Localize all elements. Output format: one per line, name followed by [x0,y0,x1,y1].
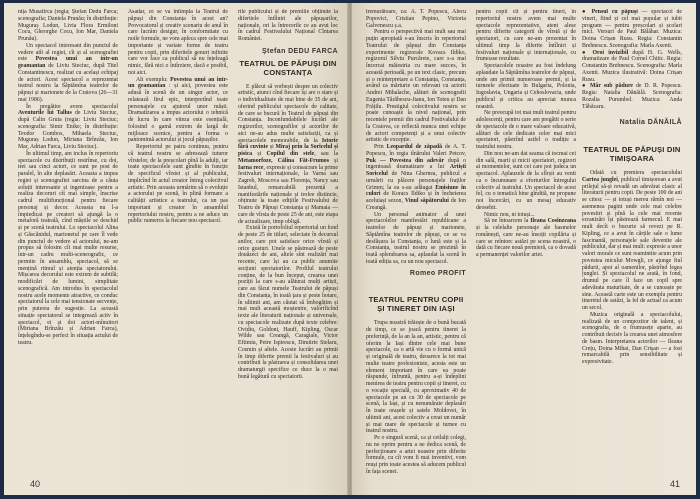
text: de A. T. Popescu, în regia tînărului Valeri Petcov, [366,144,466,157]
text: , publicul timișorean a avut prilejul să-și revadă un adevărat clasic al literaturii pentru copii. De peste 100 de ani se citesc — și totuși mereu rămîn noi — asemenea pagini unde cele mai celebre povestiri și pînă la cele mai recente ecranizări își păstrează farmecul. E mai mult decît o bucurie să revezi pe R. Kipling, ce a avut în cărțile sale o lume fascinantă, personajele sale devenite ale publicului, dar și mai mult: expresie a unor valori morale ce sunt reamintite acum prin povestea micului Mowgli, ce ajunge fiul pădurii, apoi al oamenilor, păstrînd legea junglei. Și spectacolul ne arată, în fond, drumul pe care îl face un copil spre adevărata maturitate, de a se cunoaște pe sine. Această carte este un exemplu pentru tineretul de astăzi, la fel de actual ca acum un secol. [582,176,682,311]
title-bold: Aventurile lui Tallus [18,110,72,117]
paragraph [128,77,228,145]
title-bold: Puk — Povestea din adevăr [366,157,445,164]
text: Prin [374,144,387,150]
page-number: 40 [30,479,41,489]
title-bold: Pensul cu păpuși [591,9,638,15]
title-bold: Leopardul de zăpadă [386,144,443,150]
author-name: Ștefan DEDU FARCA [261,47,338,55]
text: de Liviu Steciuc, după Calin Gruia (regia: Liviu Steciuc; scenografia: Simir Enike; în distribuție: Teodor Gombos, Mihaela Steciuc, Muguraș Lodun, Miriana Brînzău, Ion Mar, Adrian Farca, Liviu Steciuc). [18,110,118,150]
title-bold: Cartea junglei [582,176,618,183]
text: după H. G. Wells, dramatizare de Paul Cornel Chitic. Regia: Constantin Brehnescu. Scenografia: Marla Axenti. Muzica ilustrativă: Doina Crișan Rusu. [582,49,682,83]
right-column-3 [582,9,682,479]
list-item: ● Oroi invizibil după H. G. Wells, dramatizare de Paul Cornel Chitic. Regia: Constantin Brehnescu. Scenografia: Marla Axenti. Muzica ilustrativă: Doina Crișan Rusu. [582,49,682,83]
right-column-1 [366,9,466,479]
paragraph [18,104,118,151]
paragraph: rile publicului și de premiile obținute la diferitele întîlniri ale păpușarilor, naționale, ori la întrecerile ce au avut loc în cadrul Festivalului Național Cîntarea României. [238,9,338,42]
paragraph: Trupa noastră trăiește de o bună bucată de timp, ce se joacă pentru tineret la preferință, de la an la an, artistic, pentru că oferim la Iași dintre cele mai bune spectacole, ca o artă vie cu o formă unică și originală de teatru, deoarece la tot mai multe teatre profesioniste, acesta este un element important în care ea poate răspunde, înfruntă, pentru a-și îndeplini menirea de teatru pentru copii și tineret, cu o vocație specială, cu aproximativ 40 de spectacole pe an cu 30 de spectacole pe scenă, la Iași, și cu nenumărate deplasări în toate orașele și satele Moldovei, în ultimii ani, acest colectiv a creat un număr și mai mare de spectacole și turnee cu teatrul nostru. [366,320,466,435]
paragraph: Ne preocupă tot mai mult teatrul pentru adolescenți, pentru care am pregătit o serie de spectacole de o mare valoare educativă, alături de cele dedicate celor mai mici spectatori, păstrînd astfel o tradiție a teatrului nostru. [476,110,576,150]
left-column-3 [238,9,338,461]
text: , sau la [314,151,338,157]
author-signature [582,120,682,127]
text: de Liviu Steciuc, după Titel Constantinescu, realizat cu același echipaj de actori. Acest spectacol a reprezentat teatrul nostru la Săptămîna teatrelor de păpuși și marionete de la Craiova (26—31 mai 1986). [18,63,118,103]
text: de Koracs Ildiko și în încheierea aceluiași sezon, [366,191,466,204]
paragraph: Din nou ne-am dat seama că tocmai cei din sală, marii și micii spectatori, regizori ai momentelor, sunt cei care pot judeca un spectacol. Aplauzele de la sfîrșit au venit ca o încununare a eforturilor întregului colectiv al teatrului. Un spectacol de acest fel, cu o tematică bine gîndită, ne propune noi încercări, cu un mesaj educativ deosebit. [476,150,576,211]
paragraph [128,9,228,77]
paragraph: tremurătoare, ca: A. T. Popescu, Alecu Popovici, Cristian Pepino, Victoria Galvenescu ș.a. [366,9,466,29]
text: E plăcut să vorbești despre un colectiv artistic, atunci cînd fiecare își are o stare și o individualitate de mai bine de 35 de ani, oferind publicului spectacole de calitate, de care se bucură în Teatrul de păpuși din Constanța. Inconfundabilele lucrări ale regizorilor, scenografilor și actorilor de aici ne-au adus multe satisfacții, ca și spectacolele memorabile, de la [238,83,338,144]
author-signature [366,271,466,278]
title-bold: Iarna rece [238,164,264,171]
title-bold: Artiști Soricelul [366,164,466,177]
left-column-1 [18,9,118,461]
paragraph: nița Musafirca (regia; Ștefan Dedu Farca; scenografia; Daniela Prunău; în distribuție: Muguraș Lodun, Livia Flora Ermiloni Cocu, Gheorghe Cocu, Ion Mar, Daniela Prunău). [18,9,118,42]
text: : și aici, povestea este adusă în scenă de un singur actor, ce relatează firul epic, interpretînd toate personajele cu ajutorul unor măști. Dramatizarea a impus actorului o tehnică de lucru în care viteza este esențială, folosind o gamă extrem de largă de mijloace scenice, pentru a forma o pantomimă actorului și jocul păpușilor. [128,83,228,144]
text: În pregătire avem spectacolul [26,103,118,110]
title-bold: Povestea unui an intr-un geamantan [18,56,118,69]
right-page [352,3,696,495]
paragraph: Spectacolele noastre au fost îndelung aplaudate la Săptămîna teatrelor de păpuși, unde am primit numeroase premii, și la turneele efectuate în Bulgaria, Polonia, Iugoslavia, Ungaria și Cehoslovacia, unde publicul și critica au apreciat munca noastră. [476,63,576,110]
list-item: ● Măr sub pădure de D. R. Popescu. Regia: Natalia Dănăilă. Scenografia: Rozalia Purumbel. Muzica: Anda Tăbăcaru. [582,83,682,110]
author-name: Romeo PROFIT [409,269,466,277]
paragraph: pentru copii cît și pentru tineri, în repertoriul nostru avem mai multe spectacole reprezentative, atent alese pentru diferite categorii de vîrstă și de spectatori, cu care ne-am prezentat în ultimul timp la diferite întîlniri și festivaluri naționale și internaționale, cu frumoase rezultate. [476,9,576,63]
article-heading: TEATRUL PENTRU COPII ȘI TINERET DIN IAȘI [368,295,464,314]
article-heading: TEATRUL DE PĂPUȘI DIN CONSTANȚA [239,58,337,77]
text: și [252,151,267,157]
title-bold: Măr sub pădure [589,83,634,90]
title-bold: Oroi invizibil [592,49,629,56]
title-bold: Metamorfoze, Călina Făt-Frumos [238,157,329,164]
text: după o ingenioasă dramatizare a lui [366,157,466,171]
left-column-2 [128,9,228,461]
right-column-2 [476,9,576,479]
title-bold: Vinul săpătorului [404,198,449,204]
paragraph: Există în portofoliul repertorial un fond de peste 25 de titluri, selectate în decursul anilor, care pot satisface orice vîrstă și orice gusturi. Unele se păstrează de peste douăzeci de ani, altele sînt realizări mai recente, care își au ca public anumite secțiuni spectatorilor. Profilul teatrului conține, de la bun început, crearea unei poziții la care s-au alăturat mulți artiști, care au făcut numele Teatrului de păpuși din Constanța, în toată țara și peste hotare, în ultimii ani, am căutat să îmbogățim și mai mult această moștenire, valorificînd texte ale literaturii naționale și universale, cu spectacole realizate după texte celebre: Ovidiu, Goldoni, Hauff, Kipling, Oscar Wilde sau Creangă, Caragiale, Victor Eftimiu, Petre Ispirescu, Dimitrie Stelaru, Cosmin și altele. Aceste lucrări au primit în timp diferite premii la festivaluri și au contribuit la păstrarea și consolidarea unei dramaturgii specifice ce duce la o mai bună legătură cu spectatorii. [238,225,338,380]
text: Să ne întoarcem la [484,218,531,225]
text: , expresie și consacrare la prime festivaluri internaționale, la Varna sau Zagreb, Moscova sau Florența, Nancy sau Istanbul, remarcabilă prezență a manifestările naționale și trofee distincte, obținute la toate edițiile Festivalului de Teatru de Păpuși Constanța și Mamaia — care de vîrsta de peste 25 de ani, este etapa de actualizare, timp obligă. [238,164,338,225]
title-bold: Povestea unui an intr-un geamantan [128,76,228,90]
text: și [328,157,338,164]
text: de Nina Ghernea, publicul a urmărit cu plăcere personajele fraților Grimm; la ea s-au adăugat [366,171,466,191]
title-bold: Istorie fără cuvinte [238,137,338,151]
text: Odată cu premiera spectacolului [590,170,682,176]
paragraph [582,170,682,312]
text: de D. R. Popescu. Regia: Natalia Dănăilă. Scenografia: Rozalia Purumbel. Muzica: Anda Tăbăcaru. [582,83,682,110]
title-bold: Miraj prin la Soricelul și pisica [238,144,338,157]
author-name: Natalia DĂNĂILĂ [619,119,682,127]
paragraph: Repertoriul pe patru continuu, pentru că teatrul nostru se adresează tuturor vîrstelor, de la preșcolari pînă la adulți, iar toate spectacolele sunt gîndite în funcție de specificul vîrstei și al publicului, implicînd în actul creator întreg colectivul artistic. Prin aceasta urmărim să o evoluție a actorului pe scenă, în plină formare a calității artistice a teatrului, ca un pas important și creator în ansamblul repertoriului nostru, pentru a ne aduce un public numeros la fiecare nou spectacol. [128,144,228,225]
paragraph: Nimic nou, ni totuși... [484,211,535,218]
paragraph: Muzica originală a spectacolului, realizată de un compozitor de talent, și scenografia, de o frumusețe aparte, au contribuit decisiv la crearea unei atmosfere de basm. Interpretarea actorilor — Ileana Crețu, Doina Mihai, Dan Crișan — a fost remarcabilă prin sensibilitate și expresivitate. [582,311,682,365]
paragraph: Pe o singură scenă, ca și ceilalți colegi, nu ne oprim pentru a ne dedica scenă, de perfecționare a artei noastre prin diferite formule, cu cît vom fi mai inventivi, vom reuși prin toate acestea să aducem publicul în fața scenei. [366,435,466,475]
book-spread [4,3,696,495]
list-item: ● Pensul cu păpuși — spectacol de vineri, fiind și cel mai popular și iubit program — pentru preșcolari și școlari mici. Versuri de Paul Bălăhar. Muzica: Doina Crișan Rusu. Regia: Constantin Brehnescu. Scenografia: Marla Axenti. [582,9,682,49]
text: și [268,144,276,151]
text: Asadar, ce se va întîmpla la Teatrul de păpuși din Constanța în acest an? Provocatorul și creativ scenariu de anul în care lucrăm desigur, în conformitate cu noile formule, ne vom apleca spre cele mai importante și variate forme de teatru pentru copii, prin diferitele genuri infinite care vor face ca publicul să nu înțeleagă nimic, fără nici o întîrziere, dacă e posibil, noi aici. [128,9,228,76]
title-bold: Ileana Cosînzeana [530,218,576,225]
left-page [4,3,348,495]
paragraph [238,84,338,226]
paragraph [476,218,576,259]
paragraph: În ultimul timp, am inclus în repertoriu spectacole cu distribuții restrînse, cu doi, trei sau cinci actori, ce sunt pe post de paralel, în alte deplasări. Aceasta a impus regiei și scenografiei sarcina de a căuta soluții interesante și ingenioase pentru a realiza decoruri cît mai simple, înscrise cadrul multifuncțional pentru fiecare personaj și decor. Aceasta nu l-a împiedicat pe creatori să ajungă la o metaforă teatrală, cînd măștile se deschid și pe scenă teatrului. Lo spectacolul Alina și Găscănidul, marionetul pe care îl vede din punctul de vedere al actorului, ne-am propus să folosim cît mai multe resurse, într-un cadru multi-sceneografic, ce permite în ansamblu, spectacol, să se mențină ritmul și atenția spectatorului. Mișcarea decorului este extrem de subtilă; modificări de lumini, simplitate scenografică. Am introdus în spectacolul nostru acele momente atractive, ce conduc spectatorul la cele mai tensionate secvențe, prin puterea de sugestie. La această situație spectatorul se integrează activ în spectacol, ei și doi actori-mînuitori (Miriana Brînzău și Adrian Farca), înțelegîndu-se perfect în situația actului de teatru. [18,150,118,346]
author-signature [238,49,338,56]
text: Alt exemplu: [136,76,171,83]
text: de Ion Creangă. [366,198,466,211]
text: — spectacol de vineri, fiind și cel mai popular și iubit program — pentru preșcolari și școlari mici. Versuri de Paul Bălăhar. Muzica: Doina Crișan Rusu. Regia: Constantin Brehnescu. Scenografia: Marla Axenti. [582,9,682,49]
text: și la celelalte personaje ale basmelor românești, care ne-au însoțit copilăria și care se reîntorc astăzi pe scena noastră, o dată cu fiecare nouă premieră, ca o dovadă a permanenței valorilor artei. [476,225,576,258]
page-number: 41 [670,479,681,489]
paragraph: Un personal animator al unei spectacolelor manifestări republicane a teatrelor de păpuși și marionete, Săptămîna teatrelor de păpuși, ce se va desfășura la Constanța, o lună este și la Constanța, teatrul nostru se prezintă în toată splendoarea sa, aplaudat la scenă în toată ediția sa, cu un nou spectacol. [366,211,466,265]
paragraph: Pentru o perspectivă mai mult sau mai puțin apropiată s-au înscris în repertoriul Teatrului de păpuși din Constanța experimente regizorale Kovacs Ildiko, regizorul Silviu Purcărete, care s-a mai încercat măiestria cu mare succes, în această perioadă, pe un text clasic, precum și o reinterpretare a Constanța, Constanța, având ca mărturie un relevant cu actorii Andrei Mihalache, alături de scenografii Eugenia Tărăbescu-Jianu, Ion Toteu și Dan Frățilu. Prestigiul colectivului nostru se poate cunoaște la nivel național, prin recentele premii din cadrul Festivalului de la Craiova, ce reflectă munca unei echipe de actori competenți și a unui colectiv artistic de excepție. [366,29,466,144]
paragraph [18,43,118,104]
article-heading: TEATRUL DE PĂPUȘI DIN TIMIȘOARA [583,145,681,163]
title-bold: Emisiune în culori [366,184,466,198]
title-bold: Copilul din stele [266,151,315,157]
text: Un spectacol interesant din punctul de vedere atît al regiei, cît și al scenografiei este [18,42,118,63]
paragraph [366,144,466,212]
